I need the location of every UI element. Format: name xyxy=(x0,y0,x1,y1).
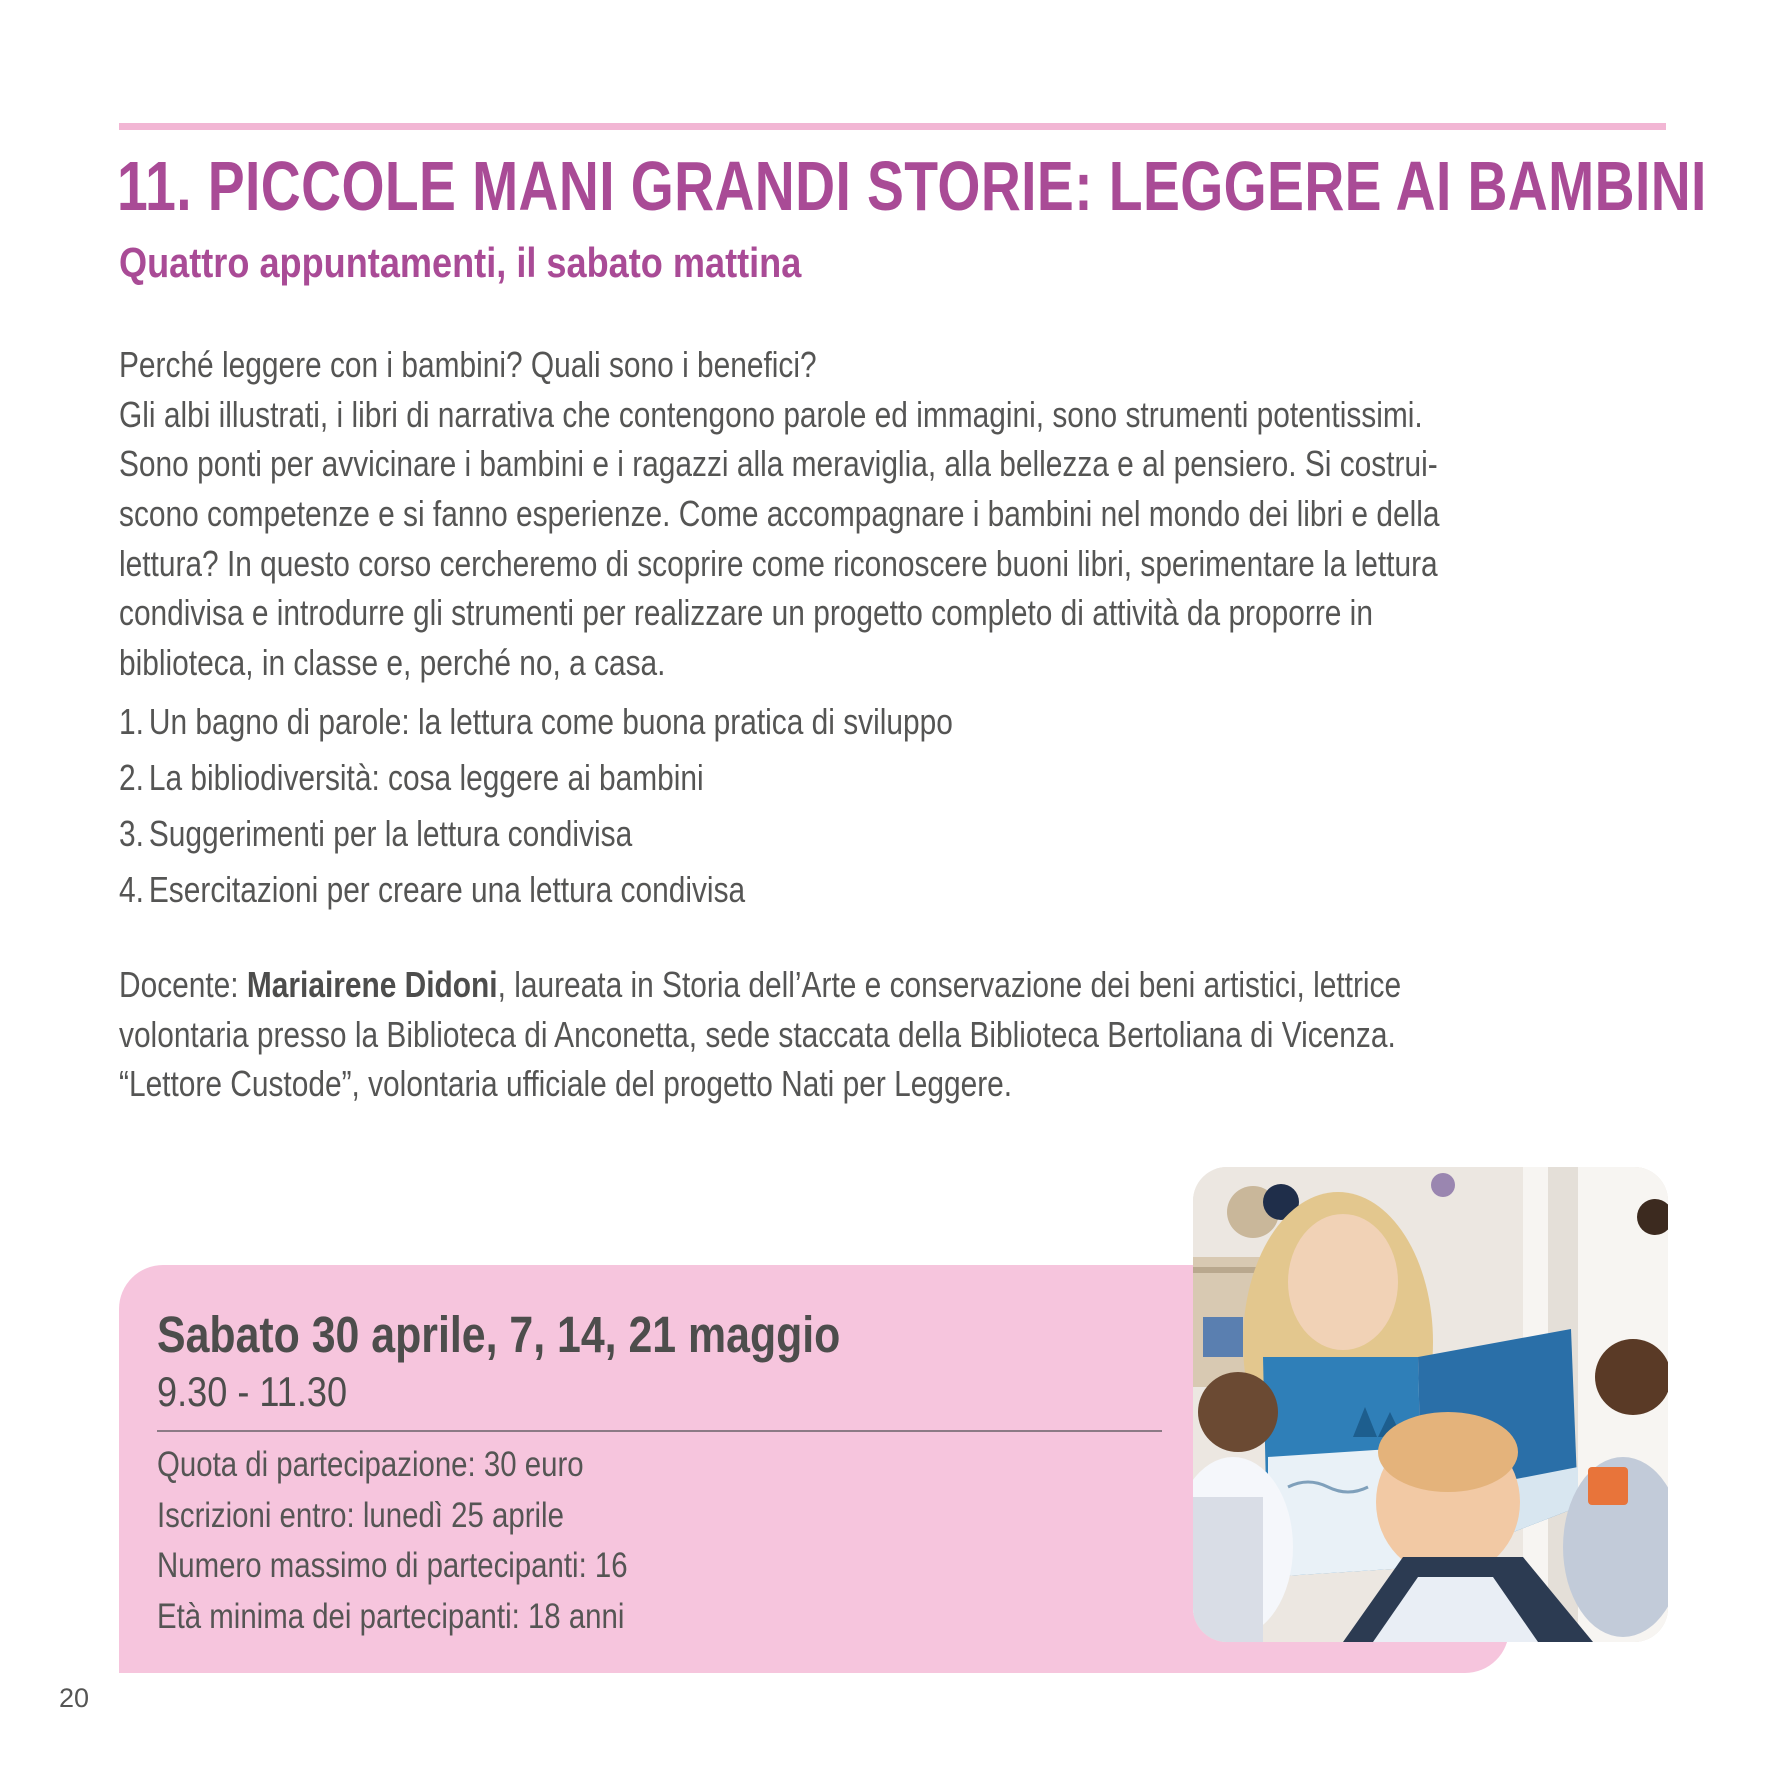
list-item-text: Suggerimenti per la lettura condivisa xyxy=(148,813,633,854)
program-list xyxy=(119,694,1198,918)
intro-line: lettura? In questo corso cercheremo di scoprire come riconoscere buoni libri, sperimentare la lettura xyxy=(119,542,1438,584)
list-item xyxy=(119,694,1198,750)
list-item-number: 3. xyxy=(119,813,144,854)
intro-line: biblioteca, in classe e, perché no, a casa. xyxy=(119,642,666,684)
reading-photo xyxy=(1193,1167,1668,1642)
intro-paragraph xyxy=(119,340,1497,688)
list-item-text: La bibliodiversità: cosa leggere ai bambini xyxy=(148,757,704,798)
teacher-line: “Lettore Custode”, volontaria ufficiale del progetto Nati per Leggere. xyxy=(119,1063,1013,1105)
teacher-line: volontaria presso la Biblioteca di Anconetta, sede staccata della Biblioteca Bertoliana di Vicenza. xyxy=(119,1013,1396,1055)
page-number: 20 xyxy=(59,1683,90,1713)
detail-fee: Quota di partecipazione: 30 euro xyxy=(157,1445,584,1484)
list-item-text: Un bagno di parole: la lettura come buona pratica di sviluppo xyxy=(148,701,953,742)
intro-line: Sono ponti per avvicinare i bambini e i ragazzi alla meraviglia, alla bellezza e al pensiero. Si costrui- xyxy=(119,443,1438,485)
page-subtitle: Quattro appuntamenti, il sabato mattina xyxy=(119,239,802,286)
list-item-number: 2. xyxy=(119,757,144,798)
teacher-name: Mariairene Didoni xyxy=(246,964,498,1005)
schedule-time: 9.30 - 11.30 xyxy=(157,1368,348,1415)
schedule-divider xyxy=(157,1430,1162,1432)
list-item-text: Esercitazioni per creare una lettura condivisa xyxy=(148,869,746,910)
detail-min-age: Età minima dei partecipanti: 18 anni xyxy=(157,1596,625,1636)
list-item xyxy=(119,806,1198,862)
reading-photo-illustration xyxy=(1193,1167,1668,1642)
top-divider xyxy=(119,123,1666,130)
teacher-paragraph xyxy=(119,960,1497,1109)
detail-deadline: Iscrizioni entro: lunedì 25 aprile xyxy=(157,1495,564,1535)
list-item-number: 4. xyxy=(119,869,144,910)
intro-line: scono competenze e si fanno esperienze. Come accompagnare i bambini nel mondo dei libri e della xyxy=(119,493,1440,535)
list-item-number: 1. xyxy=(119,701,144,742)
teacher-description: , laureata in Storia dell’Arte e conservazione dei beni artistici, lettrice xyxy=(497,964,1402,1005)
detail-max-participants: Numero massimo di partecipanti: 16 xyxy=(157,1546,628,1585)
schedule-details xyxy=(157,1440,829,1642)
intro-line: Gli albi illustrati, i libri di narrativa che contengono parole ed immagini, sono strumenti potentissimi. xyxy=(119,393,1423,435)
teacher-line xyxy=(119,960,1497,1010)
schedule-dates: Sabato 30 aprile, 7, 14, 21 maggio xyxy=(157,1306,841,1363)
page-title: 11. PICCOLE MANI GRANDI STORIE: LEGGERE AI BAMBINI xyxy=(117,147,1707,225)
intro-line: condivisa e introdurre gli strumenti per realizzare un progetto completo di attività da proporre in xyxy=(119,592,1373,634)
list-item xyxy=(119,862,1198,918)
teacher-label: Docente: xyxy=(119,964,247,1005)
list-item xyxy=(119,750,1198,806)
intro-line: Perché leggere con i bambini? Quali sono i benefici? xyxy=(119,344,817,385)
